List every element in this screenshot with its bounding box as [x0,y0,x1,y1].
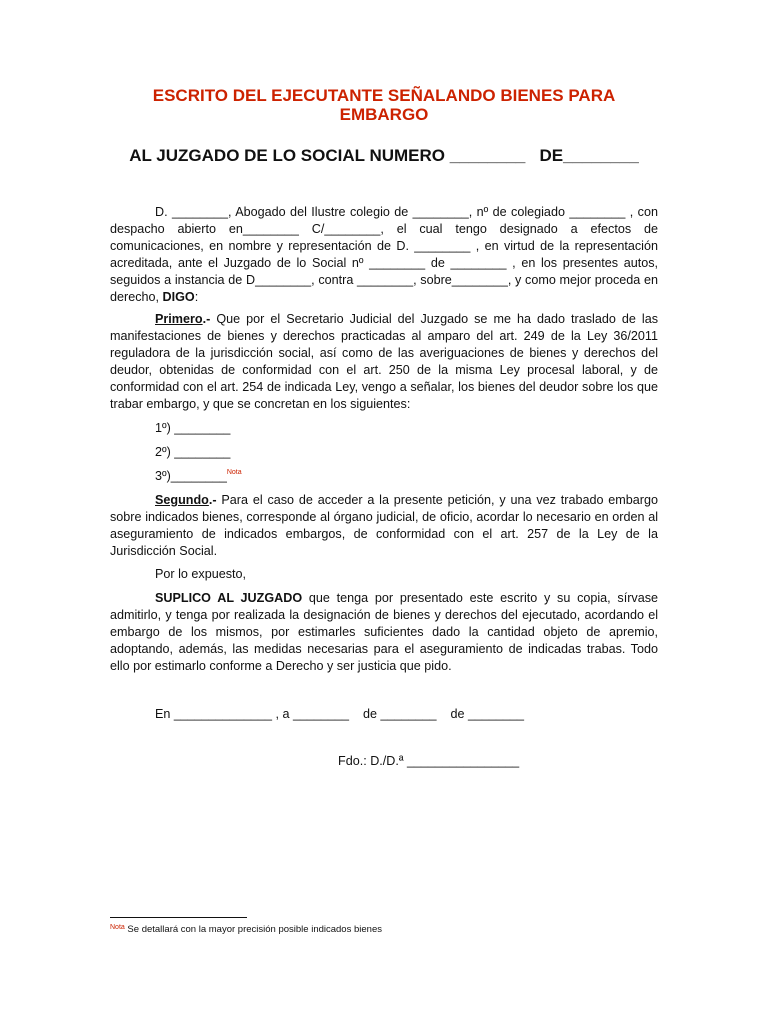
footnote-marker: Nota [110,924,125,931]
primero-paragraph [110,311,658,412]
segundo-text: Para el caso de acceder a la presente petición, y una vez trabado embargo sobre indicados bienes, corresponde al órgano judicial, de oficio, acordar lo necesario en orden al aseguramiento de indicados embargos, de conformidad con el art. 257 de la Ley de la Jurisdicción Social. [110,493,658,558]
title-line-2: EMBARGO [339,105,429,124]
intro-text: D. ________, Abogado del Ilustre colegio de ________, nº de colegiado ________ , con despacho abierto en________ C/________, el cual tengo designado a efectos de comunicaciones, en nombre y representación de D. ________ , en virtud de la representación acreditada, ante el Juzgado de lo Social nº ________ de ________ , en los presentes autos, seguidos a instancia de D________, contra ________, sobre________, y como mejor proceda en derecho, [110,205,658,304]
date-line: En ______________ , a ________ de ________ de ________ [155,707,525,721]
suplico-text: que tenga por presentado este escrito y su copia, sírvase admitirlo, y tenga por realizada la designación de bienes y derechos del ejecutado, acordando el embargo de los mismos, por estimarles suficientes dado la cantidad objeto de apremio, adoptando, además, las medidas necesarias para el aseguramiento de indicadas trabas. Todo ello por estimarlo conforme a Derecho y ser justicia que pido. [110,591,659,673]
intro-end: : [194,289,199,304]
list-item: 2º) ________ [155,445,231,459]
primero-text: Que por el Secretario Judicial del Juzgado se me ha dado traslado de las manifestaciones de bienes y derechos practicadas al amparo del art. 249 de la Ley 36/2011 reguladora de la jurisdicción social, así como de las averiguaciones de bienes y derechos del deudor, obtenidas de conformidad con el art. 250 de la misma Ley procesal laboral, y de conformidad con el art. 254 de indicada Ley, vengo a señalar, los bienes del deudor sobre los que trabar embargo, y que se concretan en los siguientes: [110,312,658,411]
digo-label: DIGO [162,289,195,304]
list-item-text: 3º)________ [155,469,227,483]
note-marker[interactable]: Nota [226,469,242,476]
suplico-label: SUPLICO AL JUZGADO [155,591,303,605]
list-item [155,469,242,483]
segundo-sep: .- [208,493,217,507]
signature-line: Fdo.: D./D.ª ________________ [338,754,520,768]
footnote-rule [110,917,247,918]
segundo-label: Segundo [155,493,209,507]
primero-label: Primero [155,312,203,326]
list-item: 1º) ________ [155,421,231,435]
segundo-paragraph [110,492,658,560]
court-heading: AL JUZGADO DE LO SOCIAL NUMERO ________ DE________ [129,146,639,165]
intro-paragraph [110,204,658,305]
primero-sep: .- [202,312,211,326]
suplico-paragraph [110,590,658,675]
footnote-text: Se detallará con la mayor precisión posible indicados bienes [124,924,382,935]
expuesto-line: Por lo expuesto, [155,567,247,581]
title-line-1: ESCRITO DEL EJECUTANTE SEÑALANDO BIENES PARA [152,86,616,105]
document-title [110,86,658,124]
footnote [110,924,382,935]
